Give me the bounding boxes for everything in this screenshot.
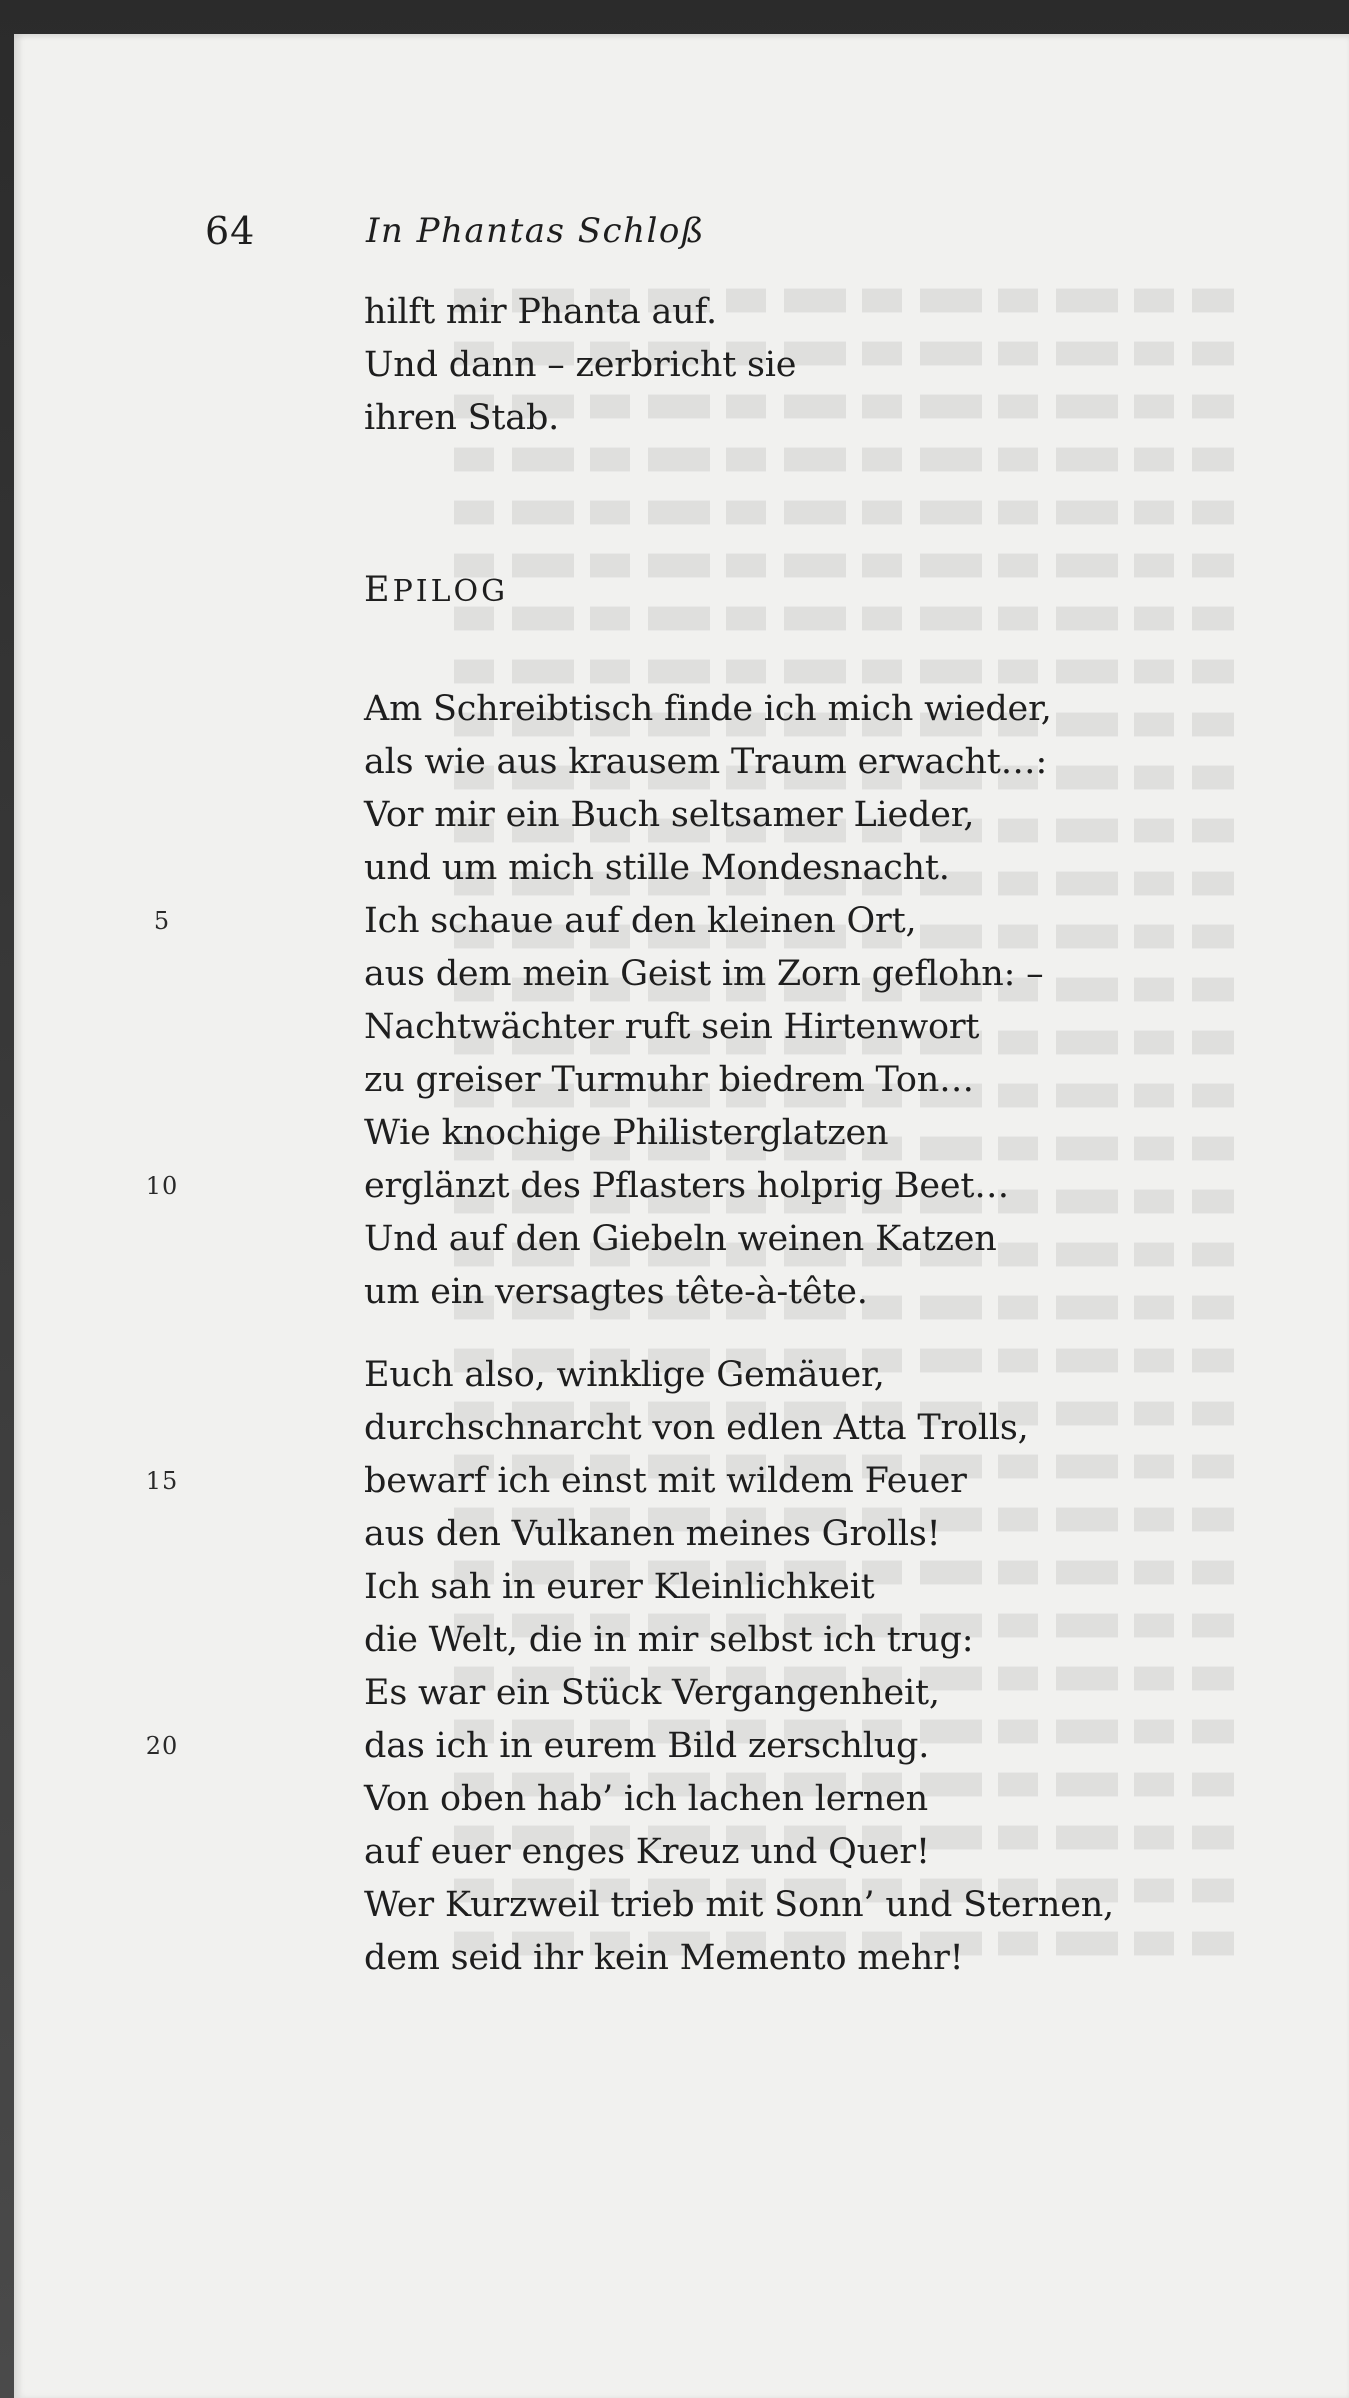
verse-line: Ich sah in eurer Kleinlichkeit [364, 1567, 875, 1607]
verse-line: die Welt, die in mir selbst ich trug: [364, 1620, 974, 1660]
verse-line: Es war ein Stück Vergangenheit, [364, 1673, 940, 1713]
verse-line: auf euer enges Kreuz und Quer! [364, 1832, 930, 1872]
verse-line: hilft mir Phanta auf. [364, 292, 717, 332]
verse-line: Von oben hab’ ich lachen lernen [364, 1779, 929, 1819]
verse-line: Und auf den Giebeln weinen Katzen [364, 1219, 997, 1259]
line-number-15: 15 [145, 1467, 179, 1495]
verse-line: dem seid ihr kein Memento mehr! [364, 1938, 964, 1978]
verse-line: um ein versagtes tête-à-tête. [364, 1272, 868, 1312]
line-number-20: 20 [145, 1732, 179, 1760]
verse-line: Wie knochige Philisterglatzen [364, 1113, 889, 1153]
verse-line: und um mich stille Mondesnacht. [364, 848, 950, 888]
running-title: In Phantas Schloß [366, 211, 706, 251]
verse-line: ihren Stab. [364, 398, 560, 438]
line-number-5: 5 [153, 907, 171, 935]
verse-line: erglänzt des Pflasters holprig Beet… [364, 1166, 1010, 1206]
section-heading-initial: E [364, 570, 393, 610]
verse-line: zu greiser Turmuhr biedrem Ton… [364, 1060, 974, 1100]
page-number: 64 [205, 209, 256, 253]
verse-line: als wie aus krausem Traum erwacht…: [364, 742, 1048, 782]
verse-line: das ich in eurem Bild zerschlug. [364, 1726, 930, 1766]
section-heading [364, 570, 508, 610]
verse-line: durchschnarcht von edlen Atta Trolls, [364, 1408, 1029, 1448]
verse-line: Wer Kurzweil trieb mit Sonn’ und Sternen, [364, 1885, 1114, 1925]
verse-line: Euch also, winklige Gemäuer, [364, 1355, 885, 1395]
section-heading-rest: PILOG [392, 574, 509, 609]
page-header [14, 209, 1349, 269]
verse-line: Und dann – zerbricht sie [364, 345, 797, 385]
verse-line: aus den Vulkanen meines Grolls! [364, 1514, 941, 1554]
verse-line: Ich schaue auf den kleinen Ort, [364, 901, 917, 941]
verse-line: aus dem mein Geist im Zorn geflohn: – [364, 954, 1044, 994]
book-page [14, 34, 1349, 2398]
verse-line: Vor mir ein Buch seltsamer Lieder, [364, 795, 975, 835]
line-number-10: 10 [145, 1172, 179, 1200]
verse-line: Am Schreibtisch finde ich mich wieder, [364, 689, 1052, 729]
verse-line: Nachtwächter ruft sein Hirtenwort [364, 1007, 980, 1047]
verse-line: bewarf ich einst mit wildem Feuer [364, 1461, 967, 1501]
